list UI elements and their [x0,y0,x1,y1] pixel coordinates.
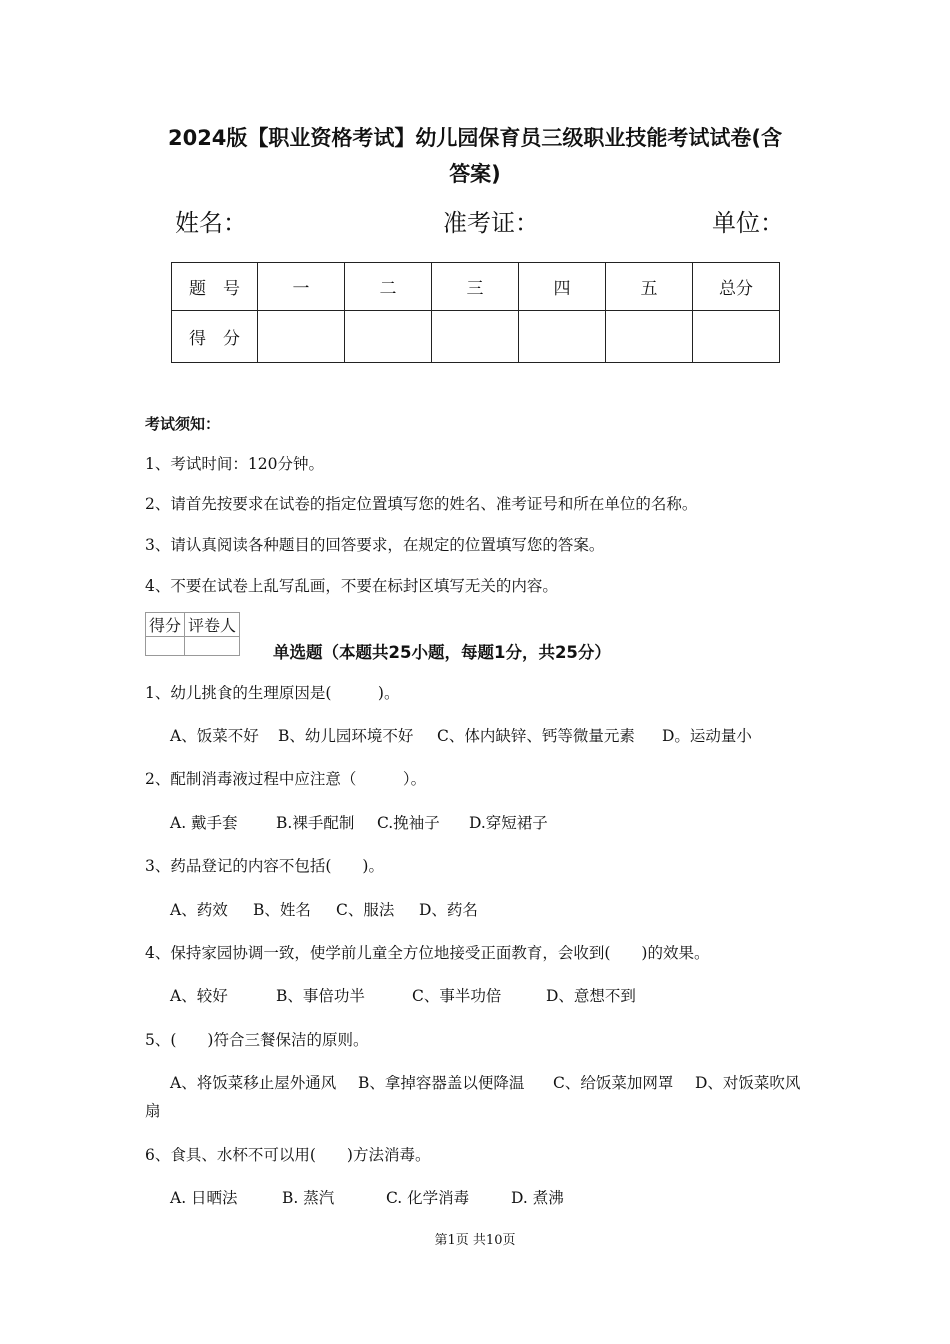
question-6: 6、食具、水杯不可以用( )方法消毒。 [145,1146,431,1164]
score-header-cell: 一 [258,263,345,311]
notice-item: 2、请首先按要求在试卷的指定位置填写您的姓名、准考证号和所在单位的名称。 [145,495,698,513]
option-d: D、对饭菜吹风 [695,1074,801,1092]
page-footer: 第1页 共10页 [434,1233,516,1248]
notice-title: 考试须知： [145,415,221,433]
score-input-cell[interactable] [432,311,519,363]
title-line-1: 2024版【职业资格考试】幼儿园保育员三级职业技能考试试卷(含 [167,126,783,150]
option-b: B、幼儿园环境不好 [278,727,414,745]
score-header-cell: 四 [519,263,606,311]
question-3: 3、药品登记的内容不包括( )。 [145,857,384,875]
grader-score-label: 得分 [146,613,185,637]
score-table-score-row [172,311,780,363]
grader-score-cell[interactable] [146,637,185,656]
grader-reviewer-cell[interactable] [185,637,240,656]
question-2: 2、配制消毒液过程中应注意（ ）。 [145,770,427,788]
grader-input-row [146,637,240,656]
option-c: C. 化学消毒 [386,1189,470,1207]
section-title: 单选题（本题共25小题，每题1分，共25分） [273,643,611,662]
option-c: C、事半功倍 [412,987,502,1005]
score-input-cell[interactable] [606,311,693,363]
option-a: A、将饭菜移止屋外通风 [170,1074,337,1092]
score-input-cell[interactable] [345,311,432,363]
grader-header-row [146,613,240,637]
name-label: 姓名： [175,209,247,237]
score-input-cell[interactable] [519,311,606,363]
question-4: 4、保持家园协调一致，使学前儿童全方位地接受正面教育，会收到( )的效果。 [145,944,710,962]
question-6-options [170,1186,564,1208]
option-b: B、姓名 [253,901,311,919]
option-c: C.挽袖子 [377,814,440,832]
question-5-options [170,1071,800,1093]
option-d: D. 煮沸 [511,1189,564,1207]
score-header-cell: 总分 [693,263,780,311]
unit-label: 单位： [712,209,784,237]
option-a: A、饭菜不好 [170,727,259,745]
exam-number-label: 准考证： [443,209,539,237]
question-5: 5、( )符合三餐保洁的原则。 [145,1031,369,1049]
option-a: A. 日晒法 [170,1189,238,1207]
score-table [171,262,780,363]
notice-item: 4、不要在试卷上乱写乱画，不要在标封区填写无关的内容。 [145,577,558,595]
question-2-options [170,811,548,833]
option-d: D、意想不到 [546,987,636,1005]
question-1-options [170,724,752,746]
question-1: 1、幼儿挑食的生理原因是( )。 [145,684,400,702]
grader-reviewer-label: 评卷人 [185,613,240,637]
option-a: A、较好 [170,987,228,1005]
question-5-option-d-wrap: 扇 [145,1102,161,1120]
option-c: C、服法 [336,901,395,919]
score-header-cell: 题 号 [172,263,258,311]
score-header-cell: 二 [345,263,432,311]
option-a: A. 戴手套 [170,814,238,832]
grader-box [145,612,240,656]
option-d: D.穿短裙子 [469,814,548,832]
score-input-cell[interactable] [258,311,345,363]
notice-item: 1、考试时间：120分钟。 [145,455,324,473]
option-c: C、体内缺锌、钙等微量元素 [437,727,635,745]
score-header-cell: 三 [432,263,519,311]
option-d: D、药名 [419,901,478,919]
notice-item: 3、请认真阅读各种题目的回答要求，在规定的位置填写您的答案。 [145,536,605,554]
score-input-cell[interactable] [693,311,780,363]
score-table-header-row [172,263,780,311]
title-line-2: 答案) [449,162,501,186]
option-b: B、事倍功半 [276,987,365,1005]
option-b: B. 蒸汽 [282,1189,335,1207]
option-a: A、药效 [170,901,228,919]
score-row-label: 得 分 [172,311,258,363]
option-b: B.裸手配制 [276,814,355,832]
option-b: B、拿掉容器盖以便降温 [358,1074,525,1092]
score-header-cell: 五 [606,263,693,311]
option-d: D。运动量小 [662,727,752,745]
question-4-options [170,984,636,1006]
question-3-options [170,898,478,920]
document-title [0,120,950,192]
option-c: C、给饭菜加网罩 [553,1074,674,1092]
